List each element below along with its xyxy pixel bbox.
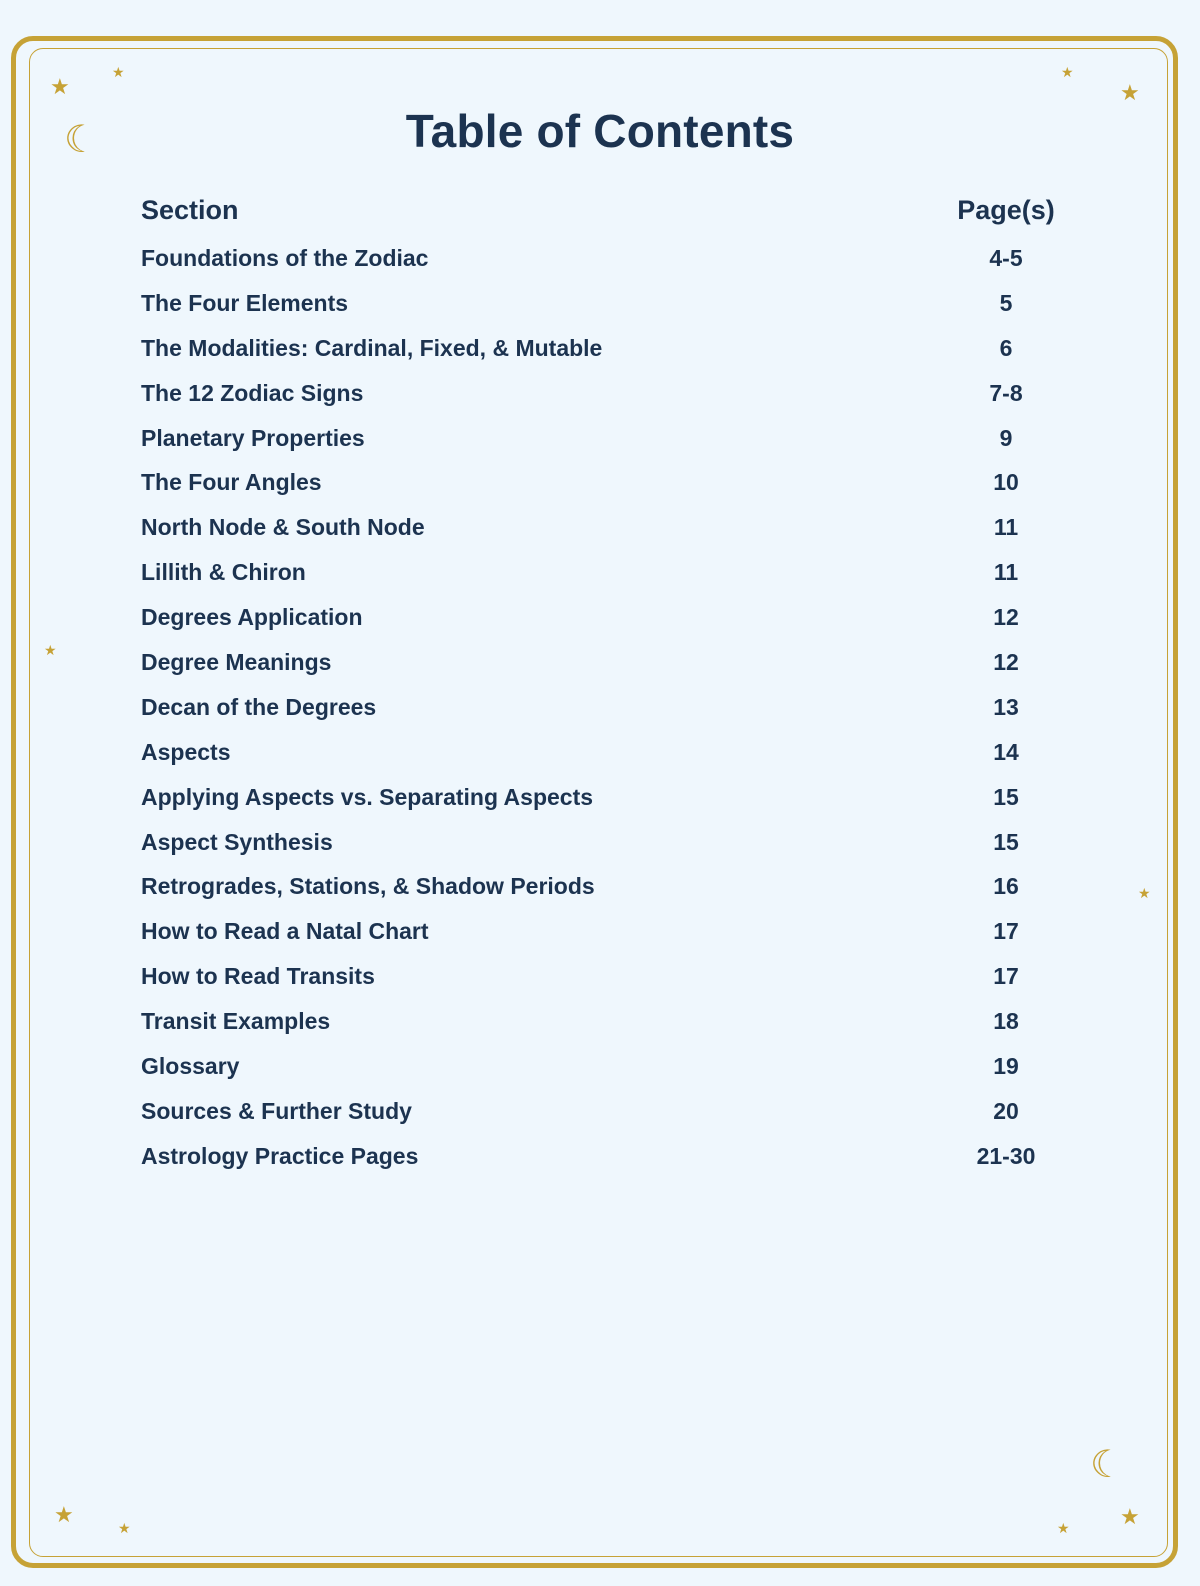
toc-row[interactable] <box>141 999 1061 1044</box>
toc-row[interactable] <box>141 416 1061 461</box>
toc-page-number: 11 <box>993 559 1019 586</box>
toc-section-title: Sources & Further Study <box>141 1097 412 1124</box>
toc-section-title: The Four Angles <box>141 469 322 496</box>
toc-page-number: 18 <box>993 1008 1019 1035</box>
toc-page-number: 4-5 <box>989 244 1023 271</box>
section-column-header: Section <box>141 194 239 225</box>
toc-section-title: Glossary <box>141 1052 240 1079</box>
toc-page-number: 15 <box>993 828 1019 855</box>
toc-page-number: 19 <box>993 1052 1019 1079</box>
toc-table <box>141 190 1061 1179</box>
toc-section-title: The Four Elements <box>141 289 349 316</box>
toc-page-number: 12 <box>993 604 1019 631</box>
toc-page-number: 5 <box>999 289 1013 316</box>
toc-row[interactable] <box>141 640 1061 685</box>
toc-row[interactable] <box>141 595 1061 640</box>
toc-row[interactable] <box>141 236 1061 281</box>
toc-page-number: 21-30 <box>976 1142 1036 1169</box>
toc-page-number: 9 <box>999 424 1013 451</box>
toc-row[interactable] <box>141 550 1061 595</box>
toc-page-number: 20 <box>993 1097 1019 1124</box>
toc-row[interactable] <box>141 775 1061 820</box>
toc-rows <box>141 236 1061 1179</box>
toc-section-title: How to Read Transits <box>141 963 375 990</box>
toc-row[interactable] <box>141 685 1061 730</box>
toc-page-number: 6 <box>999 334 1013 361</box>
moon-icon: ☾ <box>1090 1442 1125 1486</box>
toc-page-number: 16 <box>993 873 1019 900</box>
toc-page-number: 14 <box>993 738 1019 765</box>
toc-section-title: Foundations of the Zodiac <box>141 244 429 271</box>
toc-row[interactable] <box>141 505 1061 550</box>
toc-page-number: 11 <box>993 514 1019 541</box>
toc-row[interactable] <box>141 1134 1061 1179</box>
toc-section-title: Aspect Synthesis <box>141 828 333 855</box>
toc-row[interactable] <box>141 460 1061 505</box>
toc-section-title: How to Read a Natal Chart <box>141 918 429 945</box>
toc-section-title: North Node & South Node <box>141 514 425 541</box>
toc-section-title: Lillith & Chiron <box>141 559 306 586</box>
toc-page-number: 7-8 <box>989 379 1023 406</box>
toc-section-title: The 12 Zodiac Signs <box>141 379 364 406</box>
toc-section-title: Astrology Practice Pages <box>141 1142 419 1169</box>
toc-section-title: The Modalities: Cardinal, Fixed, & Mutable <box>141 334 603 361</box>
toc-section-title: Decan of the Degrees <box>141 693 377 720</box>
toc-page-number: 12 <box>993 648 1019 675</box>
star-icon: ★ <box>118 1521 131 1537</box>
toc-section-title: Degrees Application <box>141 604 363 631</box>
moon-icon: ☾ <box>64 117 99 161</box>
toc-page-number: 13 <box>993 693 1019 720</box>
toc-row[interactable] <box>141 281 1061 326</box>
toc-header-row <box>141 190 1061 230</box>
toc-section-title: Aspects <box>141 738 231 765</box>
page-title: Table of Contents <box>405 105 795 157</box>
toc-page-number: 17 <box>993 963 1019 990</box>
toc-section-title: Applying Aspects vs. Separating Aspects <box>141 783 594 810</box>
toc-page-number: 15 <box>993 783 1019 810</box>
star-icon: ★ <box>1138 886 1151 902</box>
toc-row[interactable] <box>141 730 1061 775</box>
toc-page-number: 17 <box>993 918 1019 945</box>
star-icon: ★ <box>1120 81 1140 106</box>
toc-section-title: Degree Meanings <box>141 648 332 675</box>
toc-row[interactable] <box>141 864 1061 909</box>
toc-page-number: 10 <box>993 469 1019 496</box>
toc-section-title: Retrogrades, Stations, & Shadow Periods <box>141 873 595 900</box>
star-icon: ★ <box>44 643 57 659</box>
toc-row[interactable] <box>141 326 1061 371</box>
toc-row[interactable] <box>141 1089 1061 1134</box>
toc-row[interactable] <box>141 954 1061 999</box>
toc-section-title: Transit Examples <box>141 1008 331 1035</box>
star-icon: ★ <box>1120 1505 1140 1530</box>
star-icon: ★ <box>50 75 70 100</box>
pages-column-header: Page(s) <box>957 194 1055 225</box>
star-icon: ★ <box>1061 65 1074 81</box>
star-icon: ★ <box>1057 1521 1070 1537</box>
star-icon: ★ <box>112 65 125 81</box>
toc-row[interactable] <box>141 371 1061 416</box>
toc-section-title: Planetary Properties <box>141 424 365 451</box>
toc-row[interactable] <box>141 909 1061 954</box>
toc-row[interactable] <box>141 820 1061 865</box>
star-icon: ★ <box>54 1503 74 1528</box>
toc-row[interactable] <box>141 1044 1061 1089</box>
